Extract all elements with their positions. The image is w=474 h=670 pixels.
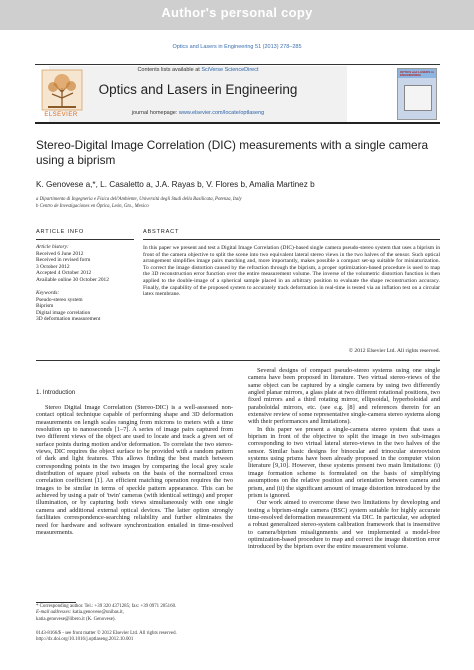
history-item: Accepted 4 October 2012 [36, 270, 92, 277]
keyword-item: 3D deformation measurement [36, 316, 101, 323]
keyword-item: Pseudo-stereo system [36, 296, 83, 303]
history-label: Article history: [36, 244, 69, 250]
introduction-right-column [248, 367, 440, 551]
cover-title: OPTICS and LASERS in ENGINEERING [400, 70, 434, 78]
journal-cover-thumbnail [397, 68, 437, 120]
body-paragraph: Our work aimed to overcome these two limitations by developing and testing a biprism-single camera (BSC) system suitable for highly accurate time-resolved deformation measurement via DIC. In particular, we adopted a robust generalized stereo-system calibration framework that is insensitive to camera/biprism misalignments and we implemented a model-free optimization-based procedure to map and correct the image distortion error introduced by the biprism over the entire measurement volume. [248, 499, 440, 551]
article-history [36, 244, 136, 284]
email-label: E-mail addresses: [36, 610, 72, 616]
cover-image [404, 85, 432, 111]
affiliation-b: b Centro de Investigaciones en Óptica, León, Gto., Mexico [36, 203, 149, 209]
abstract-rule [143, 239, 440, 240]
footnotes [36, 604, 236, 623]
homepage-link[interactable]: www.elsevier.com/locate/optlaseng [178, 110, 265, 116]
introduction-heading: 1. Introduction [36, 389, 76, 396]
body-paragraph: Several designs of compact pseudo-stereo systems using one single camera have been proposed in literature. Two virtual stereo-views of the same object can be captured by a single camera by using two differently angled planar mirrors, a glass plate at two different rotational positions, two fixed mirrors and a third rotating mirror, ellipsoidal, hyperboloidal and paraboloidal mirrors, etc. (see e.g. [8] and references therein for an extensive review of some representative single-camera stereo systems along with their performances and limitations). [248, 367, 440, 426]
journal-homepage [49, 110, 347, 116]
introduction-left-column [36, 404, 233, 536]
author-list: K. Genovese a,*, L. Casaletto a, J.A. Rayas b, V. Flores b, Amalia Martinez b [36, 180, 315, 189]
keywords [36, 290, 136, 323]
footnote-rule [36, 602, 76, 603]
abstract-text: In this paper we present and test a Digital Image Correlation (DIC)-based single camera pseudo-stereo system that uses a biprism in front of the camera objective to split the scene into two equivalent lateral stereo views in the two halves of the sensor. Such optical arrangement simplifies image pairs matching and, more importantly, makes possible a compact set-up suitable for miniaturization. To correct the image distortion caused by the refraction through the biprism, a proper optimization-based procedure is used to map the 3D reconstruction error function over the entire measurement volume. The inverse of the volumetric distortion function is then applied to the double-image of a spherical sample placed in an arbitrary position to evaluate the shape reconstruction accuracy. Finally, the capability of the proposed system to accurately track deformation in real-time is tested via an inflation test on a circular latex membrane. [143, 245, 440, 298]
doi-link[interactable]: http://dx.doi.org/10.1016/j.optlaseng.2012.10.001 [36, 637, 134, 643]
history-item: Available online 30 October 2012 [36, 276, 109, 283]
contents-availability [49, 67, 347, 73]
history-item: 3 October 2012 [36, 263, 70, 270]
history-item: Received 6 June 2012 [36, 250, 84, 257]
issn-line: 0143-8166/$ - see front matter © 2012 Elsevier Ltd. All rights reserved. [36, 631, 177, 636]
sciverse-link[interactable]: SciVerse ScienceDirect [201, 67, 259, 73]
history-item: Received in revised form [36, 257, 91, 264]
keyword-item: Biprism [36, 303, 54, 310]
keywords-label: Keywords: [36, 290, 60, 296]
article-info-rule [36, 239, 134, 240]
body-paragraph: In this paper we present a single-camera stereo system that uses a biprism in front of the objective to split the image in two sub-images corresponding to two virtual lateral stereo-views in the two halves of the sensor. Similar basic designs for binocular and trinocular stereovision systems using prisms have been already proposed in the computer vision literature [9,10]. However, these systems present two main limitations: (i) image formation scheme is formulated on the basis of simplifying assumptions on the relative position and orientation between camera and prism, and (ii) the significant amount of image distortion introduced by the prism is ignored. [248, 425, 440, 499]
abstract-heading: ABSTRACT [143, 229, 180, 235]
publisher-logo-text: ELSEVIER [44, 112, 78, 118]
corresponding-author-note: * Corresponding author. Tel.: +39 320 4371285; fax: +39 0971 205160. [36, 604, 177, 609]
article-info-heading: ARTICLE INFO [36, 229, 85, 235]
keyword-item: Digital image correlation [36, 309, 91, 316]
journal-title: Optics and Lasers in Engineering [98, 82, 298, 97]
paper-title: Stereo-Digital Image Correlation (DIC) measurements with a single camera using a biprism [36, 138, 429, 167]
affiliation-a: a Dipartimento di Ingegneria e Fisica dell'Ambiente, Università degli Studi della Basilicata, Potenza, Italy [36, 197, 242, 202]
banner-text: Author's personal copy [161, 5, 313, 20]
abstract-bottom-rule [36, 360, 440, 361]
email-address[interactable]: katia.genovese@unibas.it, [72, 610, 124, 616]
abstract-copyright: © 2012 Elsevier Ltd. All rights reserved. [348, 348, 440, 354]
body-paragraph: Stereo Digital Image Correlation (Stereo-DIC) is a well-assessed non-contact optical technique capable of performing shape and 3D deformation measurements on length scales ranging from microns to meters with a time resolution up to nanoseconds [1–7]. A series of image pairs captured from two different views of the object are used to locate and track a given set of surface points during motion and/or deformation. To correlate the two stereo-views, DIC requires the object surface to be provided with a random pattern of dark and light features. This allows finding the best match between corresponding points in the two images by comparing the local grey scale distribution of square pixel subsets on the basis of the normalized cross correlation coefficient [1]. An efficient matching operation requires the two images to be similar in terms of speckle pattern appearance. This can be achieved by using a pair of 'twin' cameras (with identical settings) and proper illumination, or by capturing both views simultaneously with one single camera and additional external optical devices. The latter option strongly facilitates correspondence-searching reliability and further eliminates the need for hardware and software synchronization entailed in time-resolved measurements. [36, 404, 233, 536]
affiliations [36, 197, 446, 210]
homepage-prefix: journal homepage: [131, 110, 179, 116]
journal-citation: Optics and Lasers in Engineering 51 (2013) 278–285 [172, 44, 302, 50]
email-address[interactable]: katia.genovese@libero.it (K. Genovese). [36, 616, 116, 622]
issn-block [36, 631, 256, 644]
contents-prefix: Contents lists available at [137, 67, 202, 73]
